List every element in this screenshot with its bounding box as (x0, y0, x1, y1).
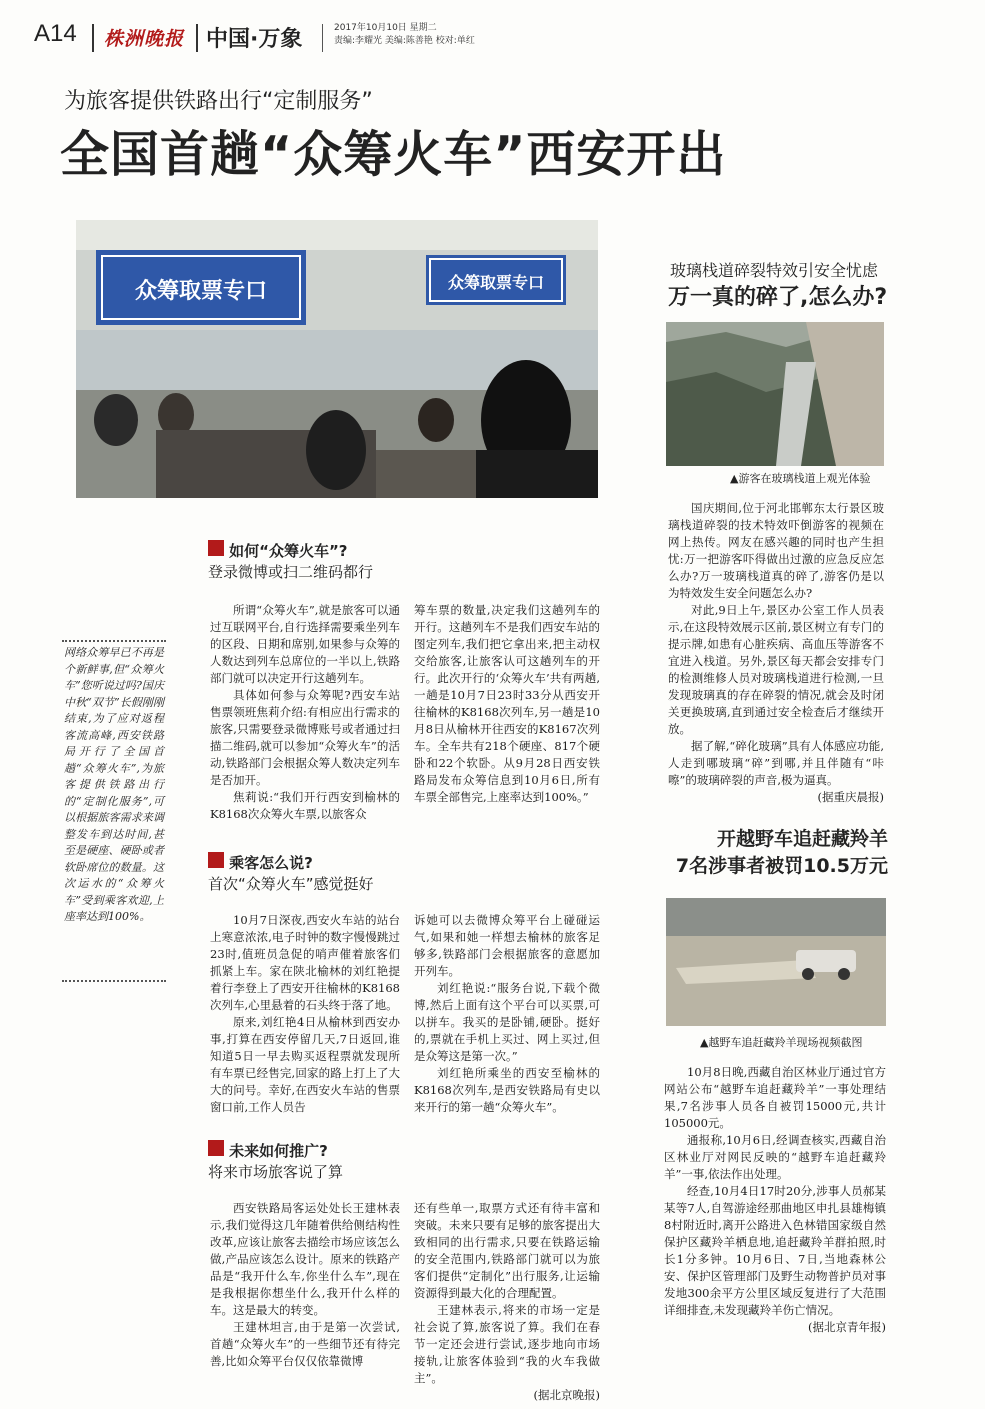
section-question: 如何“众筹火车”? (229, 542, 348, 560)
masthead-divider (196, 24, 198, 52)
sign-right: 众筹取票专口 (447, 273, 545, 292)
sign-left: 众筹取票专口 (134, 279, 268, 304)
paragraph: 原来,刘红艳4日从榆林到西安办事,打算在西安停留几天,7日返回,谁知道5日一早去购买返程票就发现所有车票已经售完,回家的路上打上了大大的问号。幸好,在西安火车站的售票窗口前,工作人员告 (210, 1015, 400, 1114)
paragraph: 诉她可以去微博众筹平台上碰碰运气,如果和她一样想去榆林的旅客足够多,铁路部门会根据旅客的意愿加开列车。 (414, 913, 600, 978)
side2-headline (664, 826, 888, 880)
section-question: 未来如何推广? (229, 1142, 328, 1160)
lead-sidebar: 网络众筹早已不再是个新鲜事,但“众筹火车”您听说过吗?国庆中秋“双节”长假刚刚结束,为了应对返程客流高峰,西安铁路局开行了全国首趟“众筹火车”,为旅客提供铁路出行的“定制化服务”,可以根据旅客需求来调整发车到达时间,甚至是硬座、硬卧或者软卧席位的数量。这次运水的“众筹火车”受到乘客欢迎,上座率达到100%。 (64, 646, 164, 923)
paragraph: 刘红艳说:“服务台说,下载个微博,然后上面有这个平台可以买票,可以拼车。我买的是卧铺,硬卧。挺好的,票就在手机上买过、网上买过,但是众筹这是第一次。” (414, 981, 600, 1063)
section-marker-icon (208, 1140, 224, 1156)
paragraph: 对此,9日上午,景区办公室工作人员表示,在这段特效展示区前,景区树立有专门的提示牌,如患有心脏疾病、高血压等游客不宜进入栈道。另外,景区每天都会安排专门的检测维修人员对玻璃栈道进行检测,一旦发现玻璃真的存在碎裂的情况,就会及时闭关更换玻璃,直到通过安全检查后才继续开放。 (668, 603, 884, 736)
masthead-divider (92, 24, 94, 52)
paragraph: 10月8日晚,西藏自治区林业厅通过官方网站公布“越野车追赶藏羚羊”一事处理结果,7名涉事人员各自被罚15000元,共计105000元。 (664, 1065, 886, 1130)
section-marker-icon (208, 540, 224, 556)
section-marker-icon (208, 852, 224, 868)
paragraph: 国庆期间,位于河北邯郸东太行景区玻璃栈道碎裂的技术特效吓倒游客的视频在网上热传。网友在感兴趣的同时也产生担忧:万一把游客吓得做出过激的应急反应怎么办?万一玻璃栈道真的碎了,游客仍是以为特效发生安全问题怎么办? (668, 501, 884, 600)
section1-col1 (210, 602, 400, 823)
section-heading-1 (208, 540, 608, 582)
side2-headline-line1: 开越野车追赶藏羚羊 (716, 828, 888, 850)
side1-source: (据重庆晨报) (817, 790, 884, 804)
side2-source: (据北京青年报) (808, 1320, 886, 1334)
paragraph: 焦莉说:“我们开行西安到榆林的K8168次众筹火车票,以旅客众 (210, 790, 400, 821)
section-answer: 首次“众筹火车”感觉挺好 (208, 875, 374, 893)
side1-headline: 万一真的碎了,怎么办? (668, 285, 888, 310)
date-line: 2017年10月10日 星期二 (334, 23, 437, 33)
paragraph: 通报称,10月6日,经调查核实,西藏自治区林业厅对网民反映的“越野车追赶藏羚羊”一事,依法作出处理。 (664, 1133, 886, 1181)
paragraph: 具体如何参与众筹呢?西安车站售票领班焦莉介绍:有相应出行需求的旅客,只需要登录微博账号或者通过扫描二维码,就可以参加“众筹火车”的活动,铁路部门会根据众筹人数决定列车是否加开。 (210, 688, 400, 787)
section3-col2 (414, 1200, 600, 1404)
section1-col2 (414, 602, 600, 806)
paragraph: 西安铁路局客运处处长王建林表示,我们觉得这几年随着供给侧结构性改革,应该让旅客去描绘市场应该怎么做,产品应该怎么设计。原来的铁路产品是“我开什么车,你坐什么车”,现在是我根据你想坐什么,我开什么样的车。这是最大的转变。 (210, 1201, 400, 1317)
paragraph: 刘红艳所乘坐的西安至榆林的K8168次列车,是西安铁路局有史以来开行的第一趟“众筹火车”。 (414, 1066, 600, 1114)
side2-headline-line2: 7名涉事者被罚10.5万元 (675, 855, 888, 877)
section-answer: 登录微博或扫二维码都行 (208, 563, 374, 581)
credits-line: 责编:李耀光 美编:陈善艳 校对:单红 (334, 36, 475, 46)
main-headline: 全国首趟“众筹火车”西安开出 (60, 126, 727, 183)
side1-body (668, 500, 884, 806)
side2-body (664, 1064, 886, 1336)
paper-logo: 株洲晚报 (104, 28, 185, 50)
main-source: (据北京晚报) (533, 1388, 600, 1402)
section-title: 中国·万象 (206, 27, 303, 52)
section-question: 乘客怎么说? (229, 854, 313, 872)
section-answer: 将来市场旅客说了算 (208, 1163, 344, 1181)
paragraph: 筹车票的数量,决定我们这趟列车的开行。这趟列车不是我们西安车站的图定列车,我们把它拿出来,把主动权交给旅客,让旅客认可这趟列车的开行。此次开行的‘众筹火车’共有两趟,一趟是10月7日23时33分从西安开往榆林的K8168次列车,另一趟是10月8日从榆林开往西安的K8167次列车。全车共有218个硬座、817个硬卧和22个软卧。从9月28日西安铁路局发布众筹信息到10月6日,所有车票全部售完,上座率达到100%。” (414, 603, 600, 804)
glass-walkway-photo (666, 322, 884, 466)
side2-caption: ▲越野车追赶藏羚羊现场视频截图 (700, 1036, 863, 1049)
paragraph: 王建林表示,将来的市场一定是社会说了算,旅客说了算。我们在春节一定还会进行尝试,逐步地向市场接轨,让旅客体验到“我的火车我做主”。 (414, 1303, 600, 1385)
masthead-divider (322, 24, 323, 52)
section2-col2 (414, 912, 600, 1116)
page-number: A14 (34, 20, 77, 47)
paragraph: 据了解,“碎化玻璃”具有人体感应功能,人走到哪玻璃“碎”到哪,并且伴随有“咔嚓”的玻璃碎裂的声音,极为逼真。 (668, 739, 884, 787)
side1-caption: ▲游客在玻璃栈道上观光体验 (730, 472, 871, 485)
section2-col1 (210, 912, 400, 1116)
main-kicker: 为旅客提供铁路出行“定制服务” (64, 89, 373, 114)
offroad-photo (666, 898, 886, 1026)
masthead-meta (334, 22, 534, 48)
paragraph: 所谓“众筹火车”,就是旅客可以通过互联网平台,自行选择需要乘坐列车的区段、日期和席别,如果参与众筹的人数达到列车总席位的一半以上,铁路部门就可以决定开行这趟列车。 (210, 603, 400, 685)
paragraph: 王建林坦言,由于是第一次尝试,首趟“众筹火车”的一些细节还有待完善,比如众筹平台仅仅依靠微博 (210, 1320, 400, 1368)
section-heading-3 (208, 1140, 608, 1182)
section-heading-2 (208, 852, 608, 894)
side1-kicker: 玻璃栈道碎裂特效引安全忧虑 (670, 261, 879, 280)
paragraph: 10月7日深夜,西安火车站的站台上寒意浓浓,电子时钟的数字慢慢跳过23时,值班员急促的哨声催着旅客们抓紧上车。家在陕北榆林的刘红艳提着行李登上了西安开往榆林的K8168次列车,心里悬着的石头终于落了地。 (210, 913, 400, 1012)
section3-col1 (210, 1200, 400, 1370)
paragraph: 经查,10月4日17时20分,涉事人员郝某某等7人,自驾游途经那曲地区申扎县雄梅镇8村附近时,离开公路进入色林错国家级自然保护区藏羚羊栖息地,追赶藏羚羊群拍照,时长1分多钟。10月6日、7日,当地森林公安、保护区管理部门及野生动物普护员对事发地300余平方公里区域反复进行了大范围详细排查,未发现藏羚羊伤亡情况。 (664, 1184, 886, 1317)
paragraph: 还有些单一,取票方式还有待丰富和突破。未来只要有足够的旅客提出大致相同的出行需求,只要在铁路运输的安全范围内,铁路部门就可以为旅客们提供“定制化”出行服务,让运输资源得到最大化的合理配置。 (414, 1201, 600, 1300)
main-photo (76, 220, 598, 498)
